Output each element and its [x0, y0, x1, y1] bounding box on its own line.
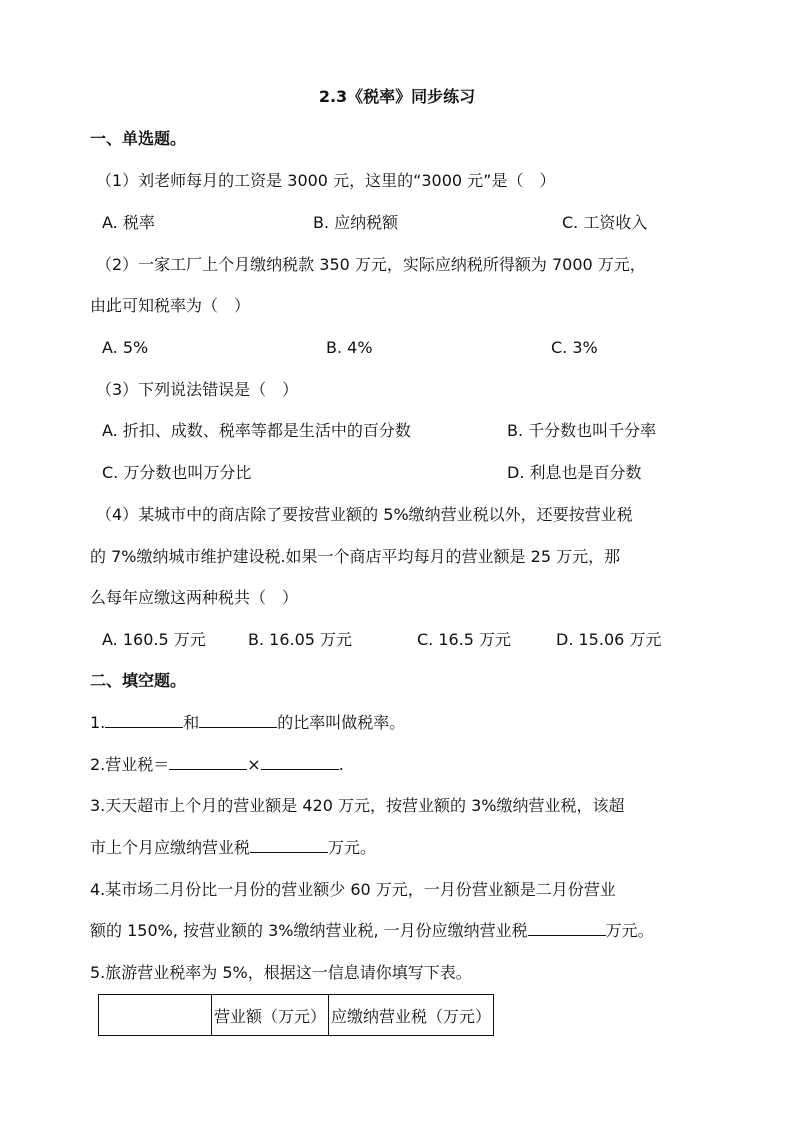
- question-2-stem-line1: （2）一家工厂上个月缴纳税款 350 万元，实际应纳税所得额为 7000 万元，: [96, 255, 646, 274]
- fill-question-1: [90, 712, 405, 734]
- fill-1-blank-1[interactable]: [105, 712, 183, 728]
- fill-2-prefix: 2.营业税＝: [90, 755, 170, 774]
- q3-option-a: A. 折扣、成数、税率等都是生活中的百分数: [102, 421, 411, 440]
- q1-option-a: A. 税率: [102, 213, 155, 232]
- fill-1-blank-2[interactable]: [199, 712, 277, 728]
- table-header-tax: 应缴纳营业税（万元）: [329, 995, 494, 1036]
- fill-question-4-line1: 4.某市场二月份比一月份的营业额少 60 万元，一月份营业额是二月份营业: [90, 880, 616, 899]
- page-title: 2.3《税率》同步练习: [318, 87, 476, 106]
- fill-2-suffix: .: [338, 755, 344, 774]
- fill-4-suffix: 万元。: [605, 921, 654, 940]
- table-header-revenue: 营业额（万元）: [212, 995, 329, 1036]
- fill-1-middle: 和: [183, 713, 200, 732]
- question-4-stem-line2: 的 7%缴纳城市维护建设税.如果一个商店平均每月的营业额是 25 万元，那: [90, 547, 621, 566]
- fill-3-text: 市上个月应缴纳营业税: [90, 838, 251, 857]
- section-heading-single-choice: 一、单选题。: [90, 129, 187, 148]
- question-2-stem-line2: 由此可知税率为（ ）: [90, 296, 251, 315]
- fill-2-times: ×: [247, 755, 261, 774]
- fill-2-blank-1[interactable]: [169, 754, 247, 770]
- fill-question-3-line2: [90, 837, 376, 859]
- fill-3-blank[interactable]: [250, 837, 328, 853]
- fill-4-text: 额的 150%, 按营业额的 3%缴纳营业税, 一月份应缴纳营业税: [90, 921, 528, 940]
- fill-1-suffix: 的比率叫做税率。: [277, 713, 406, 732]
- q3-option-b: B. 千分数也叫千分率: [507, 421, 657, 440]
- fill-1-prefix: 1.: [90, 713, 106, 732]
- fill-4-blank[interactable]: [528, 920, 606, 936]
- fill-question-5: 5.旅游营业税率为 5%，根据这一信息请你填写下表。: [90, 963, 472, 982]
- fill-question-3-line1: 3.天天超市上个月的营业额是 420 万元，按营业额的 3%缴纳营业税，该超: [90, 796, 625, 815]
- q2-option-b: B. 4%: [326, 338, 373, 357]
- section-heading-fill-blank: 二、填空题。: [90, 671, 187, 690]
- q1-option-b: B. 应纳税额: [313, 213, 399, 232]
- q2-option-c: C. 3%: [551, 338, 598, 357]
- question-3-stem: （3）下列说法错误是（ ）: [96, 380, 299, 399]
- q4-option-b: B. 16.05 万元: [248, 630, 353, 649]
- q1-option-c: C. 工资收入: [562, 213, 648, 232]
- q4-option-a: A. 160.5 万元: [102, 630, 206, 649]
- question-4-stem-line1: （4）某城市中的商店除了要按营业额的 5%缴纳营业税以外，还要按营业税: [96, 505, 633, 524]
- fill-question-2: [90, 754, 344, 776]
- fill-2-blank-2[interactable]: [261, 754, 339, 770]
- question-1-stem: （1）刘老师每月的工资是 3000 元，这里的“3000 元”是（ ）: [96, 171, 556, 190]
- fill-question-4-line2: [90, 920, 654, 942]
- table-row: [99, 995, 494, 1036]
- q4-option-c: C. 16.5 万元: [417, 630, 512, 649]
- tax-table: [98, 994, 494, 1036]
- question-4-stem-line3: 么每年应缴这两种税共（ ）: [90, 588, 299, 607]
- q3-option-c: C. 万分数也叫万分比: [102, 463, 252, 482]
- fill-3-suffix: 万元。: [328, 838, 377, 857]
- q4-option-d: D. 15.06 万元: [556, 630, 662, 649]
- table-header-blank: [99, 995, 212, 1036]
- q3-option-d: D. 利息也是百分数: [507, 463, 642, 482]
- q2-option-a: A. 5%: [102, 338, 149, 357]
